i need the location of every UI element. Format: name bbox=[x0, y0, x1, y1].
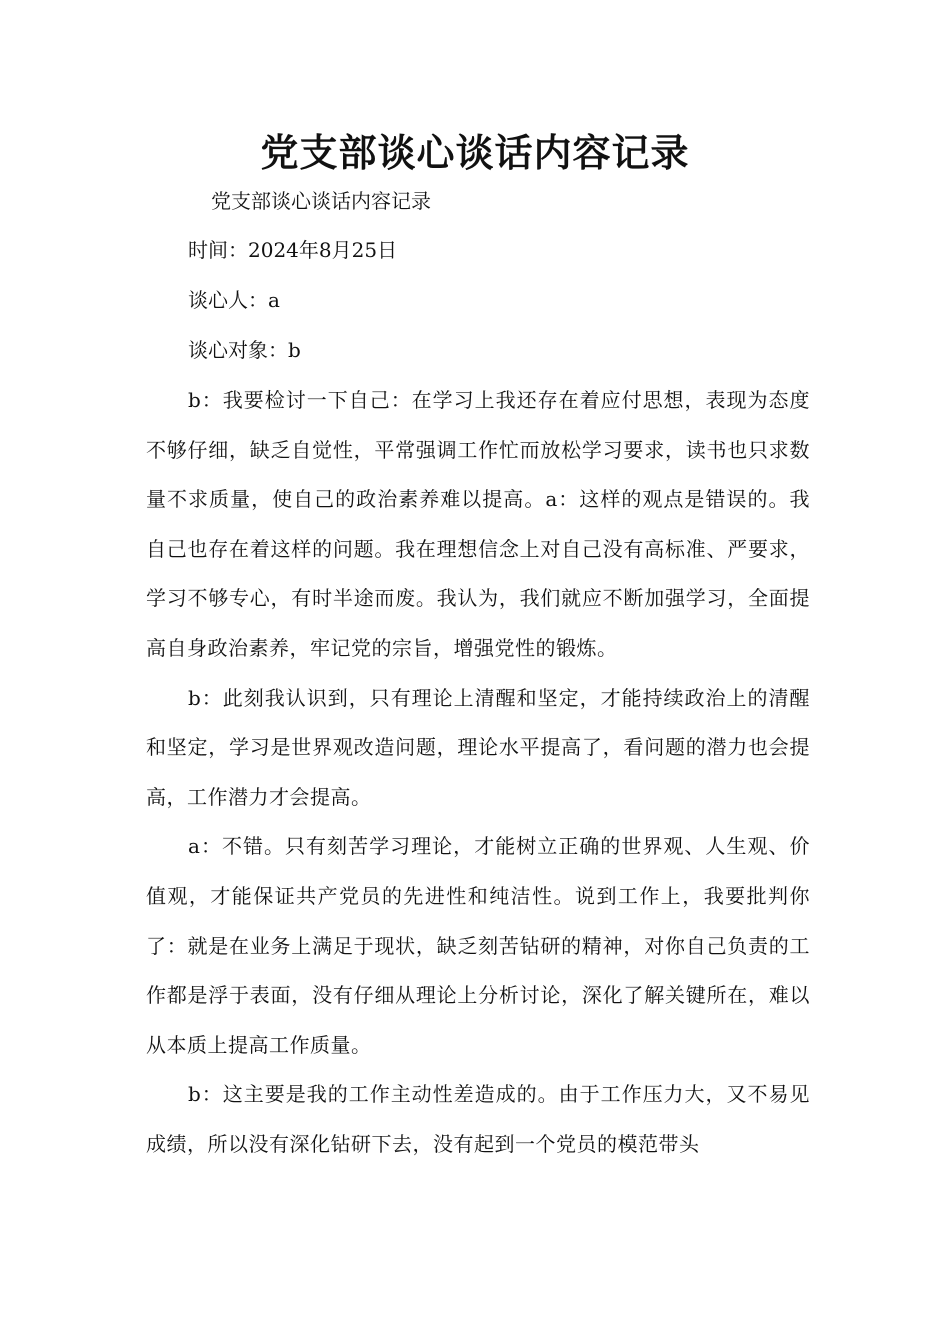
conversation-body bbox=[146, 376, 810, 1170]
meeting-time: 时间：2024年8月25日 bbox=[188, 238, 398, 262]
document-title: 党支部谈心谈话内容记录 bbox=[260, 131, 690, 175]
paragraph: b：此刻我认识到，只有理论上清醒和坚定，才能持续政治上的清醒和坚定，学习是世界观改造问题，理论水平提高了，看问题的潜力也会提高，工作潜力才会提高。 bbox=[146, 685, 810, 809]
paragraph: a：不错。只有刻苦学习理论，才能树立正确的世界观、人生观、价值观，才能保证共产党员的先进性和纯洁性。说到工作上，我要批判你了：就是在业务上满足于现状，缺乏刻苦钻研的精神，对你自己负责的工作都是浮于表面，没有仔细从理论上分析讨论，深化了解关键所在，难以从本质上提高工作质量。 bbox=[146, 834, 810, 1057]
paragraph: b：我要检讨一下自己：在学习上我还存在着应付思想，表现为态度不够仔细，缺乏自觉性，平常强调工作忙而放松学习要求，读书也只求数量不求质量，使自己的政治素养难以提高。a：这样的观点是错误的。我自己也存在着这样的问题。我在理想信念上对自己没有高标准、严要求，学习不够专心，有时半途而废。我认为，我们就应不断加强学习，全面提高自身政治素养，牢记党的宗旨，增强党性的锻炼。 bbox=[146, 388, 810, 660]
document-subtitle: 党支部谈心谈话内容记录 bbox=[211, 189, 431, 213]
talker: 谈心人：a bbox=[188, 288, 280, 312]
talk-target: 谈心对象：b bbox=[188, 338, 301, 362]
paragraph: b：这主要是我的工作主动性差造成的。由于工作压力大，又不易见成绩，所以没有深化钻研下去，没有起到一个党员的模范带头 bbox=[146, 1082, 810, 1156]
